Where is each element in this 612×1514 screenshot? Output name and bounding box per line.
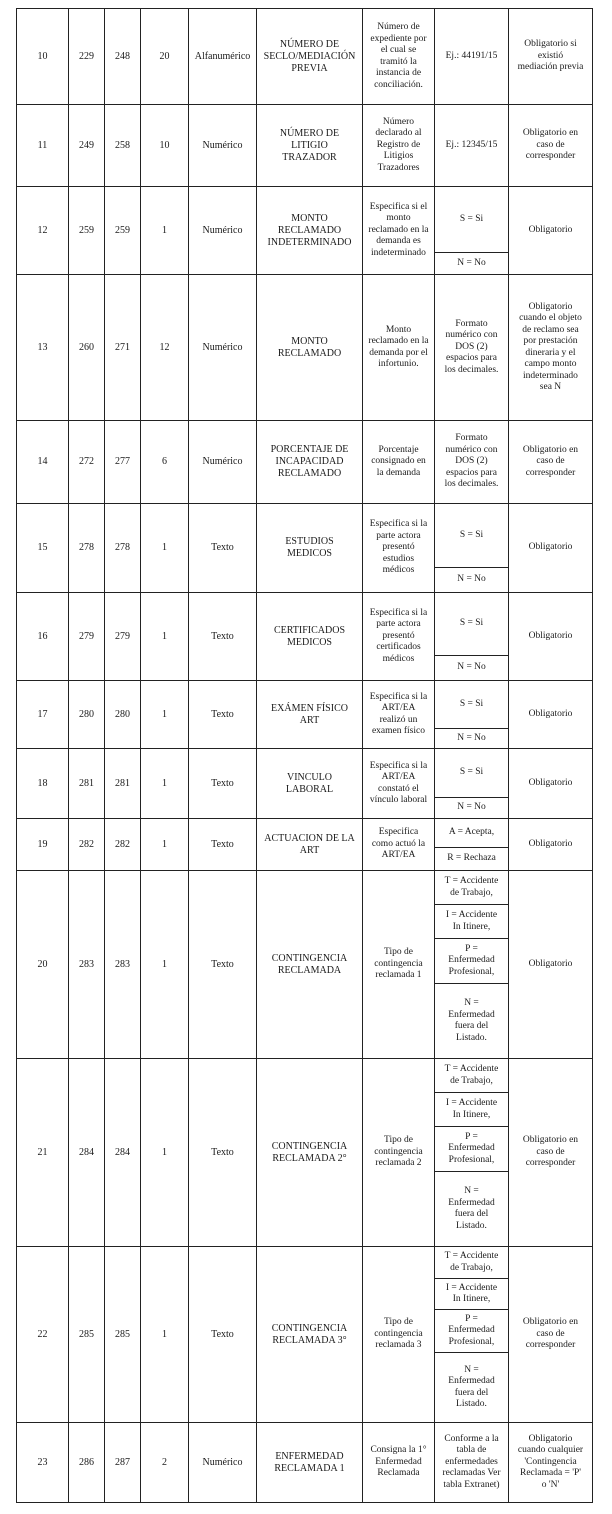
end-position: 284 bbox=[115, 1146, 130, 1158]
length: 1 bbox=[162, 224, 167, 236]
row-number: 15 bbox=[37, 542, 48, 553]
allowed-value: N = Enfermedad fuera del Listado. bbox=[448, 1186, 495, 1231]
row-number: 19 bbox=[37, 838, 48, 850]
field-name: ENFERMEDAD RECLAMADA 1 bbox=[274, 1450, 345, 1474]
row-number: 21 bbox=[37, 1146, 48, 1158]
allowed-value: I = Accidente In Itinere, bbox=[445, 910, 498, 932]
allowed-value: T = Accidente de Trabajo, bbox=[444, 876, 499, 898]
allowed-value: T = Accidente de Trabajo, bbox=[444, 1251, 499, 1273]
end-position: 282 bbox=[115, 838, 130, 850]
field-name: MONTO RECLAMADO bbox=[277, 335, 342, 359]
data-type: Texto bbox=[211, 838, 234, 850]
description: Especifica si la ART/EA constató el vínculo laboral bbox=[369, 760, 428, 805]
length: 1 bbox=[162, 708, 167, 720]
end-position: 279 bbox=[115, 630, 130, 642]
description: Tipo de contingencia reclamada 3 bbox=[374, 1317, 423, 1351]
data-type: Numérico bbox=[202, 456, 243, 467]
data-type: Numérico bbox=[202, 139, 243, 151]
field-name: CERTIFICADOS MEDICOS bbox=[273, 624, 346, 648]
allowed-value: N = Enfermedad fuera del Listado. bbox=[448, 998, 495, 1043]
row-number: 10 bbox=[37, 50, 48, 62]
length: 1 bbox=[162, 542, 167, 553]
length: 6 bbox=[162, 456, 167, 467]
description: Especifica si el monto reclamado en la demanda es indeterminado bbox=[368, 201, 429, 258]
row-number: 16 bbox=[37, 630, 48, 642]
start-position: 259 bbox=[79, 224, 94, 236]
row-number: 11 bbox=[37, 139, 48, 151]
allowed-value: Ej.: 12345/15 bbox=[445, 139, 498, 150]
field-name: CONTINGENCIA RECLAMADA 2° bbox=[271, 1140, 348, 1164]
description: Número de expediente por el cual se tramitó la instancia de conciliación. bbox=[370, 22, 427, 90]
field-name: MONTO RECLAMADO INDETERMINADO bbox=[267, 212, 352, 248]
allowed-value: I = Accidente In Itinere, bbox=[445, 1098, 498, 1120]
start-position: 249 bbox=[79, 139, 94, 151]
observation: Obligatorio en caso de corresponder bbox=[522, 128, 579, 162]
start-position: 282 bbox=[79, 838, 94, 850]
start-position: 284 bbox=[79, 1146, 94, 1158]
length: 1 bbox=[162, 630, 167, 642]
field-name: CONTINGENCIA RECLAMADA bbox=[271, 952, 348, 976]
start-position: 283 bbox=[79, 958, 94, 970]
data-type: Numérico bbox=[202, 1456, 243, 1468]
description: Especifica si la ART/EA realizó un examen físico bbox=[369, 691, 428, 736]
row-number: 22 bbox=[37, 1328, 48, 1340]
length: 1 bbox=[162, 958, 167, 970]
end-position: 248 bbox=[115, 50, 130, 62]
start-position: 285 bbox=[79, 1328, 94, 1340]
field-name: NÚMERO DE LITIGIO TRAZADOR bbox=[279, 127, 340, 163]
row-number: 12 bbox=[37, 224, 48, 236]
row-number: 14 bbox=[37, 456, 48, 467]
length: 1 bbox=[162, 777, 167, 789]
row-number: 13 bbox=[37, 341, 48, 353]
end-position: 259 bbox=[115, 224, 130, 236]
allowed-value: N = No bbox=[457, 257, 486, 268]
allowed-value: N = Enfermedad fuera del Listado. bbox=[448, 1364, 495, 1409]
row-border bbox=[16, 1502, 593, 1503]
allowed-value: Ej.: 44191/15 bbox=[445, 50, 498, 61]
start-position: 272 bbox=[79, 456, 94, 467]
field-name: PORCENTAJE DE INCAPACIDAD RECLAMADO bbox=[270, 444, 349, 479]
data-type: Texto bbox=[211, 777, 234, 789]
description: Especifica si la parte actora presentó certificados médicos bbox=[369, 607, 428, 664]
allowed-value: Formato numérico con DOS (2) espacios para los decimales. bbox=[444, 433, 499, 490]
allowed-value: P = Enfermedad Profesional, bbox=[448, 1313, 495, 1347]
end-position: 285 bbox=[115, 1328, 130, 1340]
field-name: VINCULO LABORAL bbox=[285, 771, 334, 795]
observation: Obligatorio bbox=[528, 838, 573, 849]
observation: Obligatorio bbox=[528, 542, 573, 553]
observation: Obligatorio bbox=[528, 958, 573, 969]
allowed-value: I = Accidente In Itinere, bbox=[445, 1282, 498, 1304]
observation: Obligatorio bbox=[528, 224, 573, 235]
length: 12 bbox=[159, 341, 170, 353]
field-name: EXÁMEN FÍSICO ART bbox=[271, 702, 348, 726]
allowed-value: S = Si bbox=[459, 213, 484, 224]
allowed-value: A = Acepta, bbox=[448, 827, 495, 838]
allowed-value: S = Si bbox=[459, 698, 484, 709]
row-number: 23 bbox=[37, 1456, 48, 1468]
data-type: Texto bbox=[211, 958, 234, 970]
length: 10 bbox=[159, 139, 170, 151]
observation: Obligatorio bbox=[528, 777, 573, 788]
row-number: 18 bbox=[37, 777, 48, 789]
start-position: 278 bbox=[79, 542, 94, 553]
field-name: CONTINGENCIA RECLAMADA 3° bbox=[271, 1322, 348, 1346]
field-name: NÚMERO DE SECLO/MEDIACIÓN PREVIA bbox=[263, 38, 356, 74]
description: Especifica como actuó la ART/EA bbox=[371, 827, 426, 861]
observation: Obligatorio en caso de corresponder bbox=[522, 444, 579, 478]
description: Porcentaje consignado en la demanda bbox=[371, 444, 426, 478]
description: Número declarado al Registro de Litigios Trazadores bbox=[375, 116, 422, 173]
allowed-value: N = No bbox=[457, 802, 486, 813]
allowed-value: P = Enfermedad Profesional, bbox=[448, 943, 495, 977]
end-position: 280 bbox=[115, 708, 130, 720]
end-position: 271 bbox=[115, 341, 130, 353]
observation: Obligatorio cuando cualquier 'Contingencia Reclamada = 'P' o 'N' bbox=[517, 1433, 584, 1490]
allowed-value: T = Accidente de Trabajo, bbox=[444, 1064, 499, 1086]
allowed-value: S = Si bbox=[459, 767, 484, 778]
data-type: Alfanumérico bbox=[194, 50, 251, 62]
observation: Obligatorio si existió mediación previa bbox=[517, 39, 584, 73]
field-name: ESTUDIOS MEDICOS bbox=[285, 536, 334, 559]
column-border bbox=[592, 8, 593, 1503]
observation: Obligatorio en caso de corresponder bbox=[522, 1135, 579, 1169]
end-position: 278 bbox=[115, 542, 130, 553]
data-type: Texto bbox=[211, 542, 234, 553]
length: 1 bbox=[162, 1146, 167, 1158]
data-type: Texto bbox=[211, 1328, 234, 1340]
length: 2 bbox=[162, 1456, 167, 1468]
description: Tipo de contingencia reclamada 2 bbox=[374, 1135, 423, 1169]
allowed-value: Formato numérico con DOS (2) espacios para los decimales. bbox=[444, 318, 499, 375]
allowed-value: Conforme a la tabla de enfermedades reclamadas Ver tabla Extranet) bbox=[442, 1433, 501, 1490]
start-position: 260 bbox=[79, 341, 94, 353]
allowed-value: N = No bbox=[457, 574, 486, 585]
data-type: Texto bbox=[211, 708, 234, 720]
data-type: Texto bbox=[211, 630, 234, 642]
observation: Obligatorio en caso de corresponder bbox=[522, 1317, 579, 1351]
start-position: 279 bbox=[79, 630, 94, 642]
observation: Obligatorio cuando el objeto de reclamo sea por prestación dineraria y el campo monto indeterminado sea N bbox=[519, 301, 582, 392]
length: 20 bbox=[159, 50, 170, 62]
start-position: 229 bbox=[79, 50, 94, 62]
description: Consigna la 1° Enfermedad Reclamada bbox=[370, 1445, 427, 1479]
description: Especifica si la parte actora presentó estudios médicos bbox=[369, 519, 428, 576]
length: 1 bbox=[162, 1328, 167, 1340]
start-position: 281 bbox=[79, 777, 94, 789]
allowed-value: S = Si bbox=[459, 529, 484, 540]
field-name: ACTUACION DE LA ART bbox=[264, 832, 355, 856]
description: Monto reclamado en la demanda por el infortunio. bbox=[368, 324, 429, 369]
allowed-value: S = Si bbox=[459, 618, 484, 629]
end-position: 258 bbox=[115, 139, 130, 151]
description: Tipo de contingencia reclamada 1 bbox=[374, 947, 423, 981]
allowed-value: N = No bbox=[457, 732, 486, 743]
row-number: 20 bbox=[37, 958, 48, 970]
allowed-value: P = Enfermedad Profesional, bbox=[448, 1131, 495, 1165]
end-position: 287 bbox=[115, 1456, 130, 1468]
data-type: Numérico bbox=[202, 224, 243, 236]
end-position: 283 bbox=[115, 958, 130, 970]
observation: Obligatorio bbox=[528, 708, 573, 719]
allowed-value: R = Rechaza bbox=[447, 853, 496, 864]
row-number: 17 bbox=[37, 708, 48, 720]
start-position: 286 bbox=[79, 1456, 94, 1468]
data-type: Numérico bbox=[202, 341, 243, 353]
end-position: 281 bbox=[115, 777, 130, 789]
length: 1 bbox=[162, 838, 167, 850]
allowed-value: N = No bbox=[457, 662, 486, 673]
observation: Obligatorio bbox=[528, 630, 573, 641]
data-type: Texto bbox=[211, 1146, 234, 1158]
end-position: 277 bbox=[115, 456, 130, 467]
start-position: 280 bbox=[79, 708, 94, 720]
